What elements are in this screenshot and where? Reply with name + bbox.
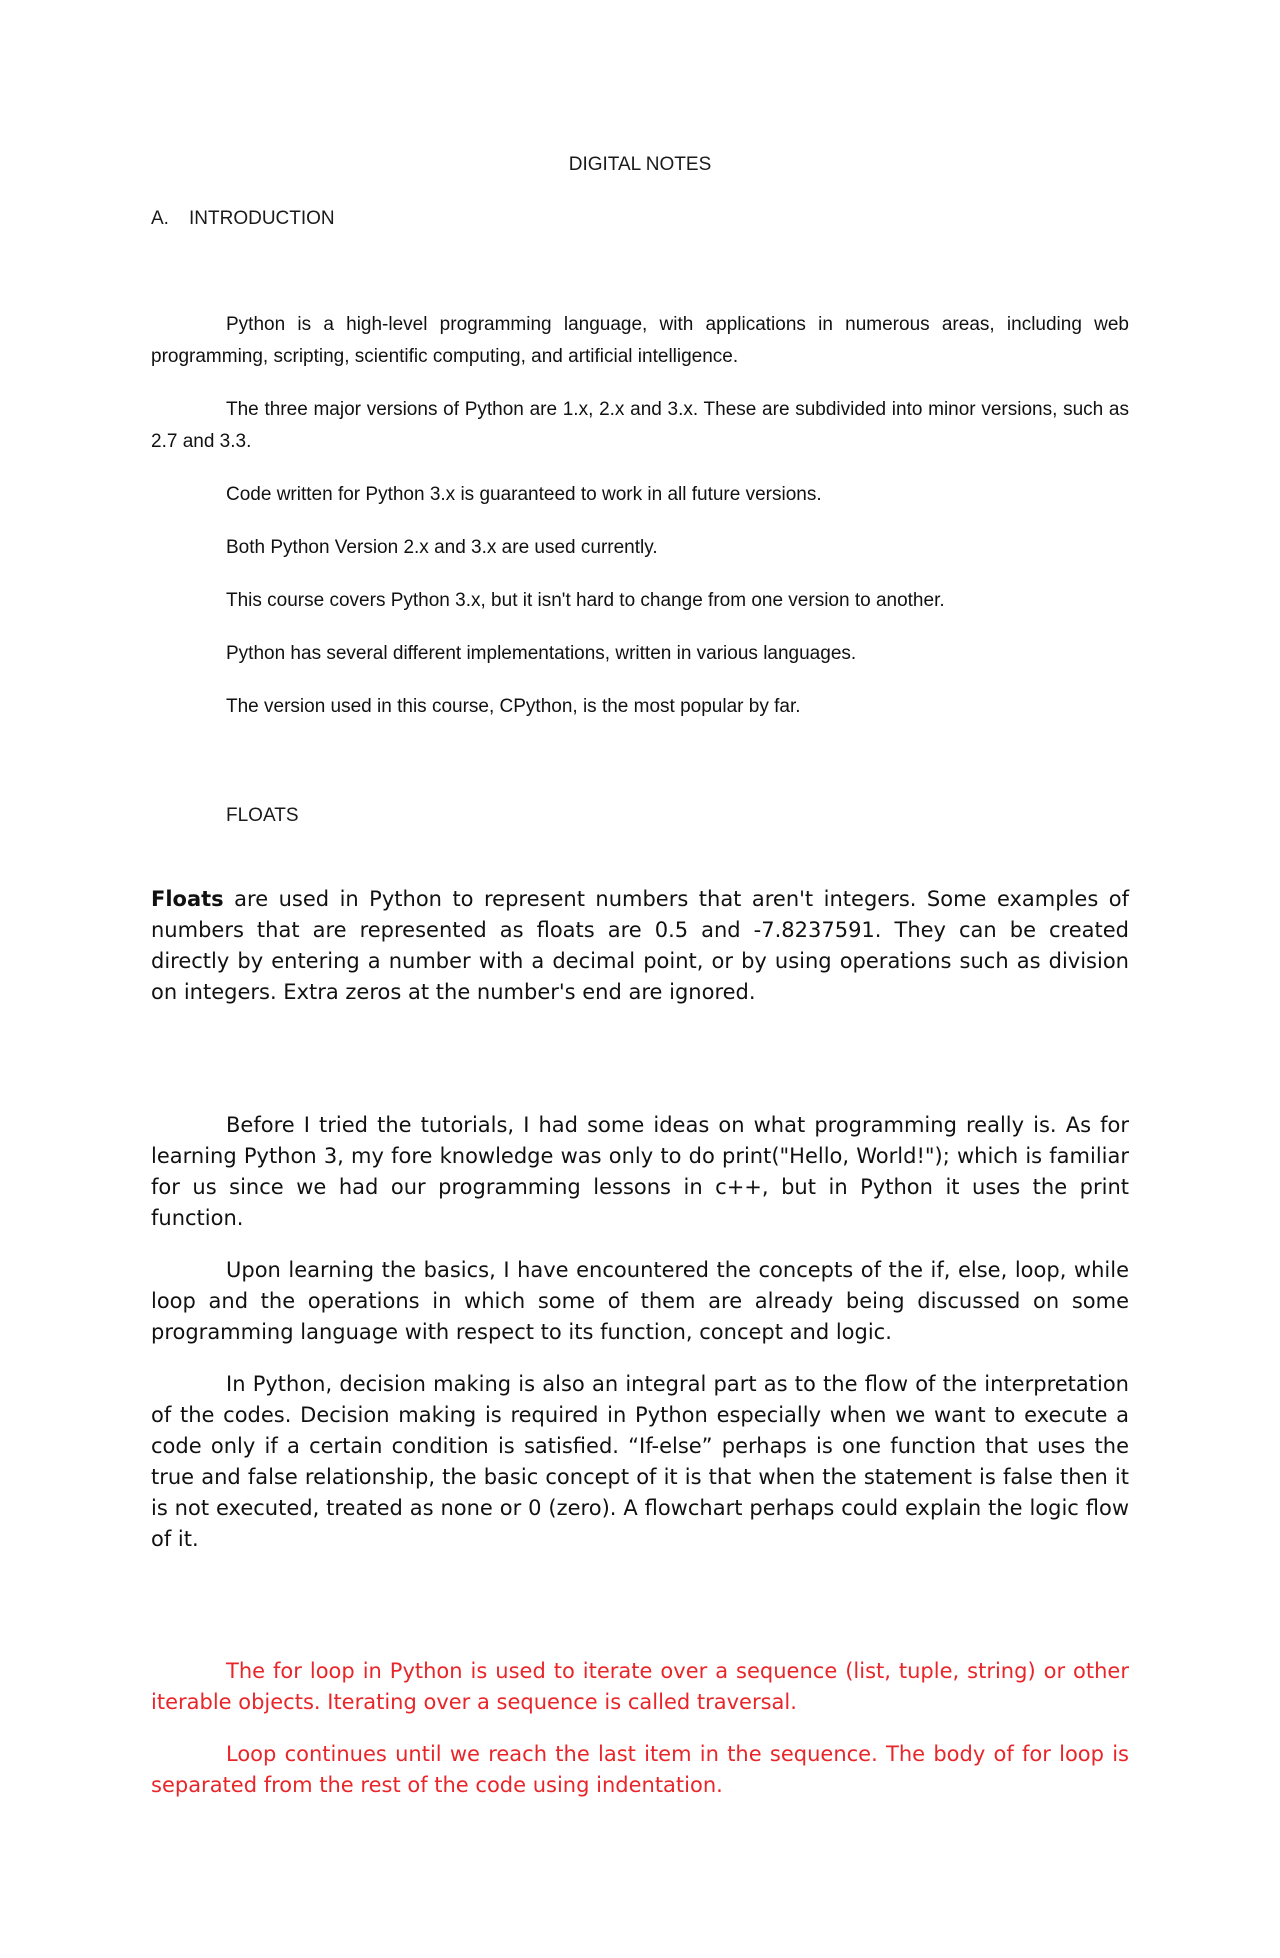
intro-paragraph: The version used in this course, CPython, is the most popular by far. [226,696,801,717]
red-paragraph: Loop continues until we reach the last item in the sequence. The body of for loop is separated from the rest of the code using indentation. [151,1742,1129,1797]
reflection-paragraph: In Python, decision making is also an integral part as to the flow of the interpretation of the codes. Decision making is required in Python especially when we want to execute a code only if a certain condition is satisfied. “If-else” perhaps is one function that uses the true and false relationship, the basic concept of it is that when the statement is false then it is not executed, treated as none or 0 (zero). A flowchart perhaps could explain the logic flow of it. [151,1372,1129,1551]
document-title: DIGITAL NOTES [568,154,712,175]
intro-paragraph: Python is a high-level programming language, with applications in numerous areas, including web programming, scripting, scientific computing, and artificial intelligence. [151,314,1129,367]
floats-text: are used in Python to represent numbers that aren't integers. Some examples of numbers that are represented as floats are 0.5 and -7.8237591. They can be created directly by entering a number with a decimal point, or by using operations such as division on integers. Extra zeros at the number's end are ignored. [151,887,1129,1004]
intro-section [151,309,1129,744]
section-number: A. [151,208,169,229]
intro-paragraph: Both Python Version 2.x and 3.x are used currently. [226,537,658,558]
intro-paragraph: This course covers Python 3.x, but it isn't hard to change from one version to another. [226,590,945,611]
for-loop-section [151,1656,1129,1822]
floats-paragraph [151,884,1129,1008]
intro-paragraph: The three major versions of Python are 1.x, 2.x and 3.x. These are subdivided into minor versions, such as 2.7 and 3.3. [151,399,1129,452]
red-paragraph: The for loop in Python is used to iterate over a sequence (list, tuple, string) or other iterable objects. Iterating over a sequence is called traversal. [151,1659,1129,1714]
section-title: INTRODUCTION [189,208,335,229]
reflection-paragraph: Upon learning the basics, I have encountered the concepts of the if, else, loop, while loop and the operations in which some of them are already being discussed on some programming language with respect to its function, concept and logic. [151,1258,1129,1344]
intro-paragraph: Python has several different implementations, written in various languages. [226,643,857,664]
floats-term: Floats [151,887,224,911]
intro-paragraph: Code written for Python 3.x is guaranteed to work in all future versions. [226,484,822,505]
floats-heading: FLOATS [226,805,299,826]
reflection-paragraph: Before I tried the tutorials, I had some ideas on what programming really is. As for learning Python 3, my fore knowledge was only to do print("Hello, World!"); which is familiar for us since we had our programming lessons in c++, but in Python it uses the print function. [151,1113,1129,1230]
reflection-section [151,1110,1129,1576]
section-heading [151,208,335,230]
floats-section [151,884,1129,1029]
